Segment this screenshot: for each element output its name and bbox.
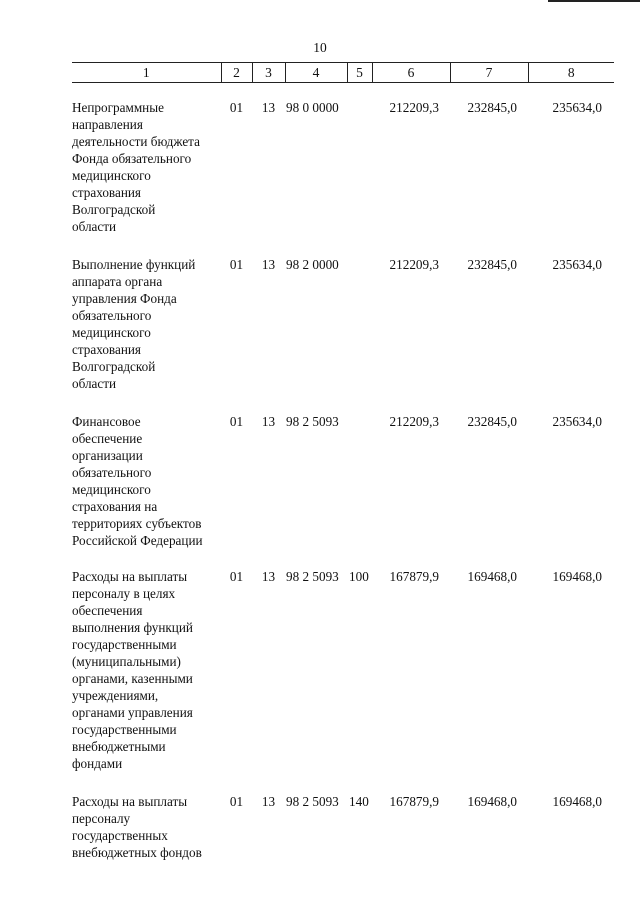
- section-code-cell: 01: [229, 257, 244, 272]
- table-row: [72, 256, 614, 392]
- target-article-cell: 98 0 0000: [286, 100, 339, 115]
- expense-name-line: выполнения функций: [72, 620, 193, 635]
- expense-name-line: персоналу в целях: [72, 586, 176, 601]
- expense-name-line: (муниципальными): [72, 654, 181, 669]
- row-spacer-cell: [72, 83, 614, 100]
- expense-name-line: страхования: [72, 342, 141, 357]
- expense-name-line: обеспечения: [72, 603, 143, 618]
- expense-name-line: обязательного: [72, 308, 152, 323]
- expense-name-line: направления: [72, 117, 143, 132]
- amount-year3-cell: 235634,0: [552, 414, 602, 429]
- expense-name-line: Расходы на выплаты: [72, 794, 188, 809]
- amount-year2-cell: 169468,0: [467, 794, 517, 809]
- amount-year3-cell: 235634,0: [552, 100, 602, 115]
- row-spacer: [72, 392, 614, 413]
- amount-year2-cell: 232845,0: [467, 257, 517, 272]
- expense-name-line: управления Фонда: [72, 291, 177, 306]
- column-header-8: 8: [528, 63, 614, 83]
- expense-name-line: внебюджетных фондов: [72, 845, 202, 860]
- top-corner-rule: [548, 0, 640, 2]
- subsection-code-cell: 13: [261, 100, 276, 115]
- amount-year2-cell: 232845,0: [467, 414, 517, 429]
- section-code-cell: 01: [229, 794, 244, 809]
- amount-year3-cell: 169468,0: [552, 569, 602, 584]
- expense-name-line: Фонда обязательного: [72, 151, 192, 166]
- expense-name-line: Выполнение функций: [72, 257, 196, 272]
- target-article-cell: 98 2 0000: [286, 257, 339, 272]
- amount-year2-cell: 232845,0: [467, 100, 517, 115]
- expense-name-line: медицинского: [72, 325, 151, 340]
- amount-year2-cell: 169468,0: [467, 569, 517, 584]
- expense-name-line: области: [72, 376, 117, 391]
- amount-year3-cell: 235634,0: [552, 257, 602, 272]
- expense-type-cell: [347, 256, 372, 392]
- target-article-cell: 98 2 5093: [286, 414, 339, 429]
- column-header-7: 7: [450, 63, 528, 83]
- expense-name-line: организации: [72, 448, 143, 463]
- amount-year3-cell: 169468,0: [552, 794, 602, 809]
- expense-name-line: государственными: [72, 722, 177, 737]
- amount-year1-cell: 167879,9: [389, 794, 439, 809]
- target-article-cell: 98 2 5093: [286, 794, 339, 809]
- section-code-cell: 01: [229, 569, 244, 584]
- table-row: [72, 99, 614, 235]
- expense-type-cell: [347, 99, 372, 235]
- expense-name-line: обеспечение: [72, 431, 143, 446]
- expense-name-line: Российской Федерации: [72, 533, 203, 548]
- expense-name-line: фондами: [72, 756, 123, 771]
- subsection-code-cell: 13: [261, 569, 276, 584]
- section-code-cell: 01: [229, 100, 244, 115]
- expense-name-line: страхования на: [72, 499, 158, 514]
- row-spacer-cell: [72, 772, 614, 793]
- expense-name-line: Финансовое: [72, 414, 141, 429]
- expense-type-cell: [347, 413, 372, 549]
- expense-type-cell: 100: [349, 569, 369, 584]
- expense-name-line: органами, казенными: [72, 671, 193, 686]
- expense-name-line: обязательного: [72, 465, 152, 480]
- expense-name-line: деятельности бюджета: [72, 134, 200, 149]
- expense-name-line: аппарата органа: [72, 274, 163, 289]
- row-spacer: [72, 83, 614, 100]
- row-spacer: [72, 549, 614, 568]
- target-article-cell: 98 2 5093: [286, 569, 339, 584]
- table-row: [72, 793, 614, 861]
- expense-name-line: государственными: [72, 637, 177, 652]
- subsection-code-cell: 13: [261, 414, 276, 429]
- amount-year1-cell: 212209,3: [389, 414, 439, 429]
- subsection-code-cell: 13: [261, 257, 276, 272]
- expense-name-line: территориях субъектов: [72, 516, 202, 531]
- row-spacer-cell: [72, 549, 614, 568]
- row-spacer-cell: [72, 392, 614, 413]
- expense-name-line: органами управления: [72, 705, 193, 720]
- column-header-6: 6: [372, 63, 450, 83]
- page-number: 10: [313, 40, 327, 55]
- expense-name-line: Расходы на выплаты: [72, 569, 188, 584]
- subsection-code-cell: 13: [261, 794, 276, 809]
- expense-name-line: государственных: [72, 828, 168, 843]
- expense-name-line: Непрограммные: [72, 100, 164, 115]
- expense-name-line: медицинского: [72, 168, 151, 183]
- expense-name-line: страхования: [72, 185, 141, 200]
- column-header-2: 2: [221, 63, 252, 83]
- column-header-5: 5: [347, 63, 372, 83]
- expense-name-line: Волгоградской: [72, 202, 156, 217]
- expense-name-line: внебюджетными: [72, 739, 166, 754]
- section-code-cell: 01: [229, 414, 244, 429]
- column-header-1: 1: [72, 63, 221, 83]
- table-body: [72, 83, 614, 862]
- expense-name-cell: [72, 793, 221, 861]
- expense-name-line: Волгоградской: [72, 359, 156, 374]
- row-spacer: [72, 235, 614, 256]
- budget-table: [72, 62, 614, 861]
- expense-name-cell: [72, 413, 221, 549]
- column-header-3: 3: [252, 63, 285, 83]
- expense-name-line: учреждениями,: [72, 688, 159, 703]
- row-spacer: [72, 772, 614, 793]
- header-row: [72, 63, 614, 83]
- expense-name-line: медицинского: [72, 482, 151, 497]
- expense-name-line: области: [72, 219, 117, 234]
- expense-name-cell: [72, 99, 221, 235]
- amount-year1-cell: 212209,3: [389, 257, 439, 272]
- table-row: [72, 568, 614, 772]
- column-header-4: 4: [285, 63, 347, 83]
- amount-year1-cell: 212209,3: [389, 100, 439, 115]
- amount-year1-cell: 167879,9: [389, 569, 439, 584]
- expense-type-cell: 140: [349, 794, 369, 809]
- expense-name-cell: [72, 256, 221, 392]
- expense-name-cell: [72, 568, 221, 772]
- table-row: [72, 413, 614, 549]
- row-spacer-cell: [72, 235, 614, 256]
- expense-name-line: персоналу: [72, 811, 131, 826]
